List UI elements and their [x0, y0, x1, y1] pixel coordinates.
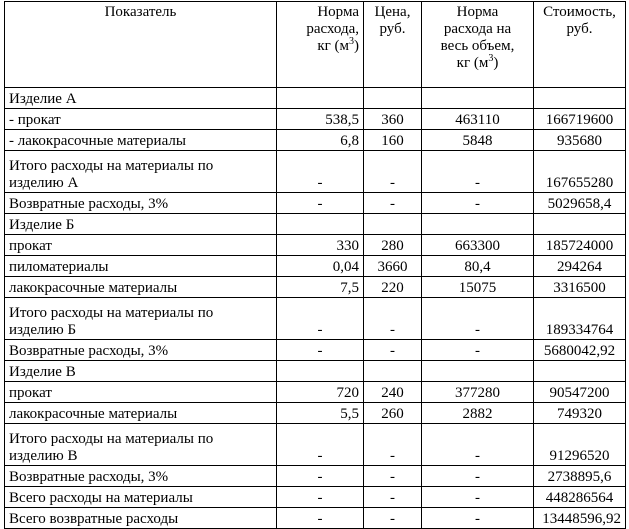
cell-norm: 720 [277, 382, 364, 403]
cell-price: - [364, 487, 422, 508]
cell-total-norm: 377280 [422, 382, 534, 403]
total-row [5, 424, 626, 466]
table-row [5, 403, 626, 424]
cell-total-norm: - [422, 424, 534, 466]
table-row [5, 256, 626, 277]
cell-cost: 2738895,6 [534, 466, 626, 487]
row-label: прокат [5, 382, 277, 403]
row-label: Итого расходы на материалы по изделию А [5, 151, 277, 193]
cell-cost: 3316500 [534, 277, 626, 298]
cell-price: 160 [364, 130, 422, 151]
document-page [4, 1, 626, 529]
cell-total-norm [422, 214, 534, 235]
cell-norm: - [277, 193, 364, 214]
cell-norm: 538,5 [277, 109, 364, 130]
cell-norm: 5,5 [277, 403, 364, 424]
cell-norm: - [277, 424, 364, 466]
cell-price: - [364, 424, 422, 466]
cell-total-norm: - [422, 340, 534, 361]
cell-total-norm: 663300 [422, 235, 534, 256]
table-row [5, 487, 626, 508]
cell-price [364, 361, 422, 382]
cell-price: 3660 [364, 256, 422, 277]
cell-norm: 6,8 [277, 130, 364, 151]
cell-price: - [364, 508, 422, 529]
cell-norm: - [277, 487, 364, 508]
cell-norm: - [277, 298, 364, 340]
section-row [5, 361, 626, 382]
total-row [5, 298, 626, 340]
cell-price: 260 [364, 403, 422, 424]
cell-norm [277, 214, 364, 235]
header-price: Цена, руб. [364, 2, 422, 88]
table-row [5, 193, 626, 214]
cell-norm: 7,5 [277, 277, 364, 298]
cell-price: - [364, 193, 422, 214]
cell-price: - [364, 466, 422, 487]
cell-cost: 185724000 [534, 235, 626, 256]
cell-norm: 0,04 [277, 256, 364, 277]
row-label: лакокрасочные материалы [5, 277, 277, 298]
table-row [5, 466, 626, 487]
row-label: Изделие Б [5, 214, 277, 235]
row-label: Изделие В [5, 361, 277, 382]
cell-total-norm: 2882 [422, 403, 534, 424]
section-row [5, 214, 626, 235]
cell-price: 240 [364, 382, 422, 403]
header-cost: Стоимость, руб. [534, 2, 626, 88]
cell-total-norm: 15075 [422, 277, 534, 298]
cell-cost: 935680 [534, 130, 626, 151]
row-label: - прокат [5, 109, 277, 130]
table-row [5, 235, 626, 256]
cell-cost [534, 88, 626, 109]
cell-cost: 189334764 [534, 298, 626, 340]
cell-norm: 330 [277, 235, 364, 256]
table-row [5, 382, 626, 403]
cell-cost [534, 361, 626, 382]
section-row [5, 88, 626, 109]
cell-total-norm [422, 88, 534, 109]
row-label: Изделие А [5, 88, 277, 109]
cell-cost: 749320 [534, 403, 626, 424]
total-row [5, 151, 626, 193]
cell-norm: - [277, 340, 364, 361]
cell-cost: 91296520 [534, 424, 626, 466]
row-label: Возвратные расходы, 3% [5, 193, 277, 214]
cell-price [364, 214, 422, 235]
cell-total-norm: - [422, 298, 534, 340]
cell-norm: - [277, 151, 364, 193]
cell-cost: 90547200 [534, 382, 626, 403]
cell-total-norm: 5848 [422, 130, 534, 151]
cell-total-norm: - [422, 487, 534, 508]
cell-total-norm: - [422, 151, 534, 193]
cell-price: 360 [364, 109, 422, 130]
table-row [5, 109, 626, 130]
table-row [5, 340, 626, 361]
cell-cost: 167655280 [534, 151, 626, 193]
table-header-row [5, 2, 626, 88]
cell-total-norm: - [422, 193, 534, 214]
cell-price: 280 [364, 235, 422, 256]
materials-cost-table [4, 1, 626, 529]
cell-cost: 13448596,92 [534, 508, 626, 529]
cell-price: - [364, 298, 422, 340]
cell-cost: 294264 [534, 256, 626, 277]
cell-price: - [364, 340, 422, 361]
cell-norm [277, 88, 364, 109]
cell-total-norm: - [422, 508, 534, 529]
cell-price [364, 88, 422, 109]
cell-norm [277, 361, 364, 382]
cell-norm: - [277, 466, 364, 487]
table-row [5, 508, 626, 529]
header-norm: Норма расхода, кг $(м^3)$ [277, 2, 364, 88]
cell-cost: 5680042,92 [534, 340, 626, 361]
table-row [5, 130, 626, 151]
cell-norm: - [277, 508, 364, 529]
row-label: Всего расходы на материалы [5, 487, 277, 508]
table-body [5, 88, 626, 529]
cell-price: - [364, 151, 422, 193]
cell-cost: 166719600 [534, 109, 626, 130]
row-label: Итого расходы на материалы по изделию Б [5, 298, 277, 340]
cell-total-norm: - [422, 466, 534, 487]
table-row [5, 277, 626, 298]
row-label: - лакокрасочные материалы [5, 130, 277, 151]
row-label: прокат [5, 235, 277, 256]
cell-cost [534, 214, 626, 235]
row-label: пиломатериалы [5, 256, 277, 277]
header-total-norm: Норма расхода на весь объем, кг $(м^3)$ [422, 2, 534, 88]
cell-total-norm: 80,4 [422, 256, 534, 277]
cell-total-norm: 463110 [422, 109, 534, 130]
row-label: Всего возвратные расходы [5, 508, 277, 529]
cell-price: 220 [364, 277, 422, 298]
row-label: Возвратные расходы, 3% [5, 340, 277, 361]
cell-total-norm [422, 361, 534, 382]
row-label: Итого расходы на материалы по изделию В [5, 424, 277, 466]
header-indicator: Показатель [5, 2, 277, 88]
cell-cost: 5029658,4 [534, 193, 626, 214]
row-label: лакокрасочные материалы [5, 403, 277, 424]
cell-cost: 448286564 [534, 487, 626, 508]
row-label: Возвратные расходы, 3% [5, 466, 277, 487]
